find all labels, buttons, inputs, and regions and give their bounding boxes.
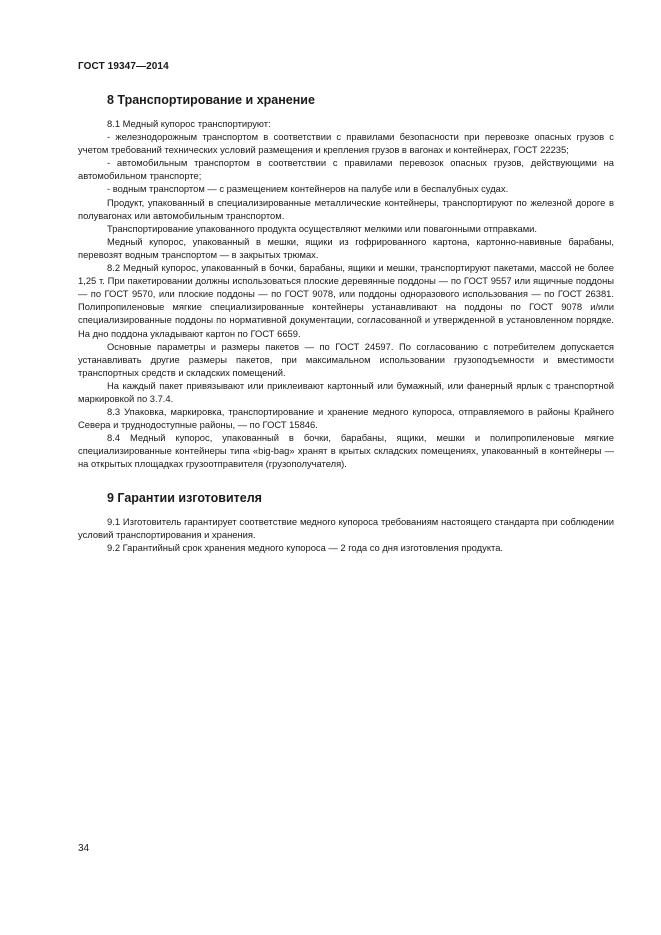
paragraph: Продукт, упакованный в специализированные металлические контейнеры, транспортируют по железной дороге в полувагонах или автомобильным транспортом. <box>78 196 614 221</box>
paragraph: 8.1 Медный купорос транспортируют: <box>107 118 271 129</box>
paragraph: Основные параметры и размеры пакетов — по ГОСТ 24597. По согласованию с потребителем допускается устанавливать другие размеры пакетов, при максимальном использовании грузоподъемности и вместимости транспортных средств и складских помещений. <box>78 340 614 378</box>
section-8-title: 8 Транспортирование и хранение <box>107 93 315 107</box>
paragraph: 8.4 Медный купорос, упакованный в бочки, барабаны, ящики, мешки и полипропиленовые мягкие специализированные контейнеры типа «big-bag» хранят в крытых складских помещениях, упакованный в контейнеры — на открытых площадках грузоотправителя (грузополучателя). <box>78 432 614 470</box>
document-body <box>78 93 614 554</box>
paragraph: 9.2 Гарантийный срок хранения медного купороса — 2 года со дня изготовления продукта. <box>107 541 504 553</box>
document-header: ГОСТ 19347—2014 <box>78 61 169 72</box>
paragraph: 8.2 Медный купорос, упакованный в бочки, барабаны, ящики и мешки, транспортируют пакетами, массой не более 1,25 т. При пакетировании должны использоваться плоские деревянные поддоны — по ГОСТ 9557 или ящичные поддоны — по ГОСТ 9570, или плоские поддоны — по ГОСТ 9078, или поддоны одноразового использования — по ГОСТ 26381. Полипропиленовые мягкие специализированные контейнеры устанавливают на поддоны по ГОСТ 9078 и/или специализированные поддоны по нормативной документации, согласованной и утвержденной в установленном порядке. На дно поддона укладывают картон по ГОСТ 6659. <box>78 262 614 339</box>
paragraph: - автомобильным транспортом в соответствии с правилами перевозок опасных грузов, действующими на автомобильном транспорте; <box>78 157 614 182</box>
section-9-title: 9 Гарантии изготовителя <box>107 490 262 505</box>
section-9 <box>78 491 614 554</box>
paragraph: На каждый пакет привязывают или приклеивают картонный или бумажный, или фанерный ярлык с транспортной маркировкой по 3.7.4. <box>78 379 614 404</box>
paragraph: Медный купорос, упакованный в мешки, ящики из гофрированного картона, картонно-навивные барабаны, перевозят водным транспортом — в закрытых трюмах. <box>78 235 614 260</box>
paragraph: Транспортирование упакованного продукта осуществляют мелкими или повагонными отправками. <box>107 222 538 234</box>
paragraph: 8.3 Упаковка, маркировка, транспортирование и хранение медного купороса, отправляемого в районы Крайнего Севера и труднодоступные районы, — по ГОСТ 15846. <box>78 406 614 431</box>
paragraph: - железнодорожным транспортом в соответствии с правилами безопасности при перевозке опасных грузов с учетом требований технических условий размещения и крепления грузов в вагонах и контейнерах, ГОСТ 22235; <box>78 131 614 156</box>
page-number: 34 <box>78 843 90 854</box>
paragraph: 9.1 Изготовитель гарантирует соответствие медного купороса требованиям настоящего стандарта при соблюдении условий транспортирования и хранения. <box>78 515 614 540</box>
section-8 <box>78 93 614 471</box>
paragraph: - водным транспортом — с размещением контейнеров на палубе или в беспалубных судах. <box>107 183 509 195</box>
